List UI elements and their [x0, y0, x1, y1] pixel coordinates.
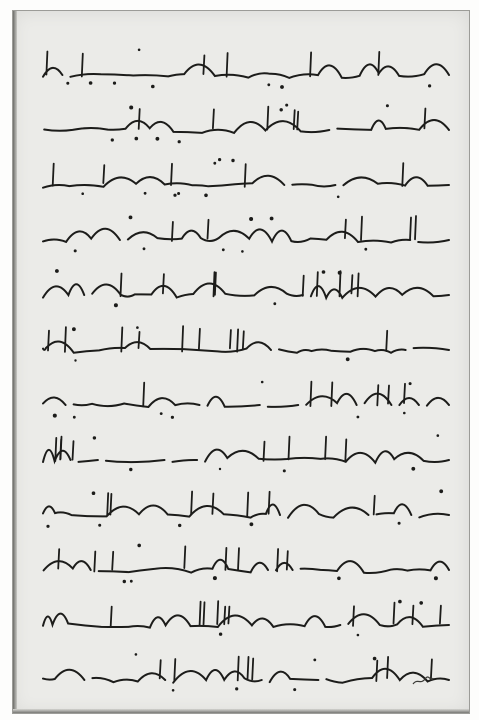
handwriting-stroke-icon [37, 650, 457, 696]
leaf-left-edge [13, 11, 17, 713]
handwriting-stroke-icon [37, 540, 457, 586]
manuscript-line [37, 485, 457, 531]
leaf-bottom-edge [13, 709, 469, 713]
manuscript-line [37, 540, 457, 586]
handwriting-stroke-icon [37, 375, 457, 421]
handwriting-stroke-icon [37, 210, 457, 256]
handwriting-stroke-icon [37, 430, 457, 476]
manuscript-line [37, 430, 457, 476]
handwriting-stroke-icon [37, 100, 457, 146]
handwriting-stroke-icon [37, 265, 457, 311]
manuscript-line [37, 375, 457, 421]
manuscript-leaf [12, 10, 470, 714]
manuscript-line [37, 45, 457, 91]
manuscript-line [37, 210, 457, 256]
manuscript-line [37, 155, 457, 201]
manuscript-line [37, 265, 457, 311]
manuscript-line [37, 650, 457, 696]
manuscript-line [37, 320, 457, 366]
handwriting-stroke-icon [37, 155, 457, 201]
handwriting-stroke-icon [37, 45, 457, 91]
ink-mark-icon [411, 675, 435, 687]
manuscript-line [37, 595, 457, 641]
handwriting-stroke-icon [37, 595, 457, 641]
handwriting-stroke-icon [37, 485, 457, 531]
manuscript-line [37, 100, 457, 146]
handwriting-stroke-icon [37, 320, 457, 366]
